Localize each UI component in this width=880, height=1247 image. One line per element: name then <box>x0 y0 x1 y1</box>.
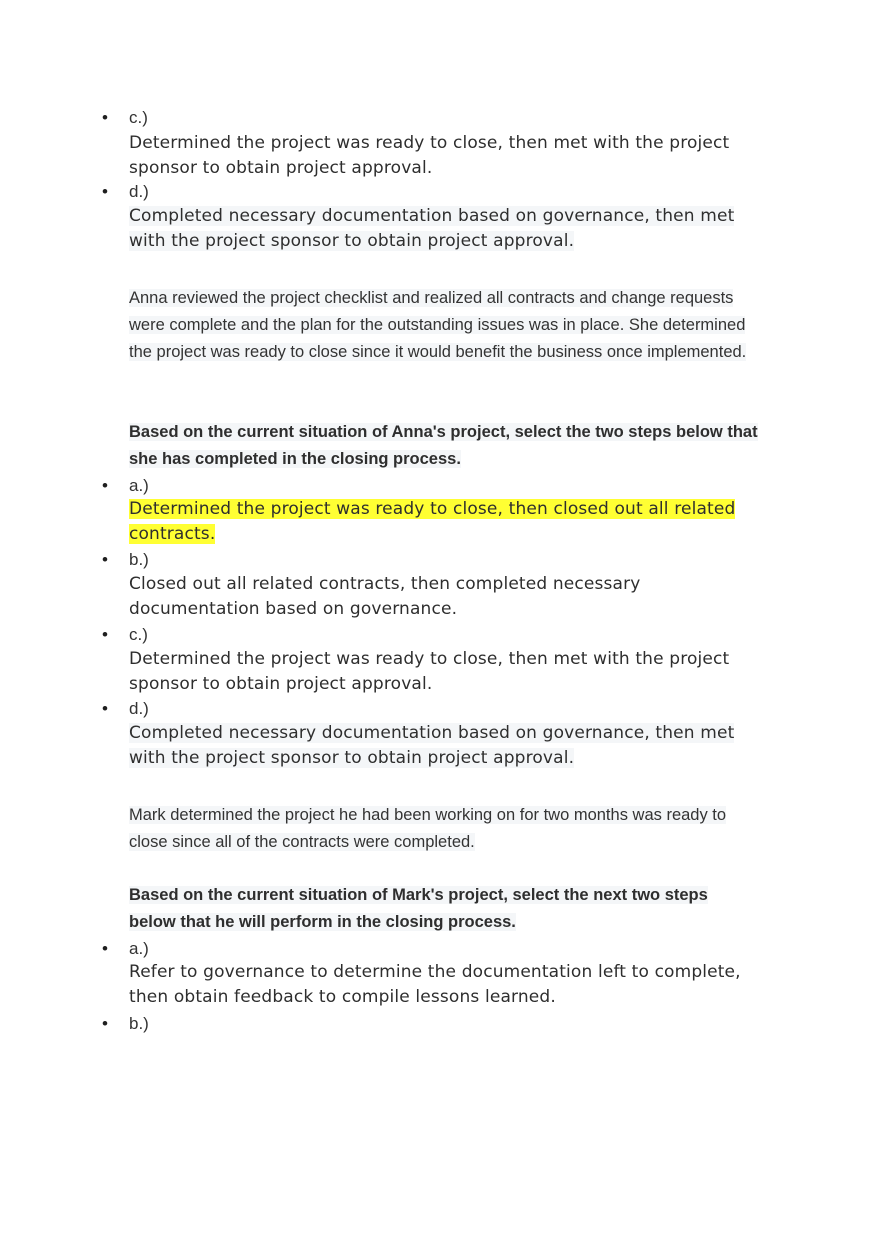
option-a-text-highlighted: Determined the project was ready to close, then closed out all related contracts. <box>129 499 736 544</box>
option-letter: d.) <box>129 182 149 201</box>
scenario-paragraph-anna: Anna reviewed the project checklist and realized all contracts and change requests were complete and the plan for the outstanding issues was in place. She determined the project was ready to close since it would benefit the business once implemented. <box>129 289 747 361</box>
option-d-text: Completed necessary documentation based on governance, then met with the project sponsor to obtain project approval. <box>129 206 735 251</box>
list-item-option-d <box>0 181 880 205</box>
list-item-option-b <box>0 549 880 573</box>
bullet-marker: • <box>102 476 108 495</box>
list-item-option-a <box>0 475 880 499</box>
bullet-marker: • <box>102 182 108 201</box>
bullet-marker: • <box>102 1014 108 1033</box>
option-letter: b.) <box>129 550 149 569</box>
option-d-text: Completed necessary documentation based on governance, then met with the project sponsor to obtain project approval. <box>129 723 735 768</box>
option-letter: a.) <box>129 476 149 495</box>
option-a-text: Refer to governance to determine the documentation left to complete, then obtain feedback to compile lessons learned. <box>129 962 741 1007</box>
list-item-option-a <box>0 938 880 962</box>
question-prompt-mark: Based on the current situation of Mark's project, select the next two steps below that he will perform in the closing process. <box>129 886 708 931</box>
scenario-paragraph-mark: Mark determined the project he had been working on for two months was ready to close since all of the contracts were completed. <box>129 806 727 851</box>
list-item-option-b <box>0 1013 880 1037</box>
option-letter: a.) <box>129 939 149 958</box>
list-item-option-d <box>0 698 880 722</box>
bullet-marker: • <box>102 550 108 569</box>
list-item-option-c <box>0 107 880 131</box>
option-letter: c.) <box>129 625 148 644</box>
bullet-marker: • <box>102 108 108 127</box>
option-letter: c.) <box>129 108 148 127</box>
bullet-marker: • <box>102 939 108 958</box>
question-prompt-anna: Based on the current situation of Anna's project, select the two steps below that she has completed in the closing process. <box>129 423 758 468</box>
bullet-marker: • <box>102 625 108 644</box>
list-item-option-c <box>0 624 880 648</box>
option-letter: d.) <box>129 699 149 718</box>
option-c-text: Determined the project was ready to close, then met with the project sponsor to obtain project approval. <box>129 133 730 178</box>
bullet-marker: • <box>102 699 108 718</box>
option-c-text: Determined the project was ready to close, then met with the project sponsor to obtain project approval. <box>129 649 730 694</box>
option-b-text: Closed out all related contracts, then completed necessary documentation based on governance. <box>129 574 641 619</box>
option-letter: b.) <box>129 1014 149 1033</box>
